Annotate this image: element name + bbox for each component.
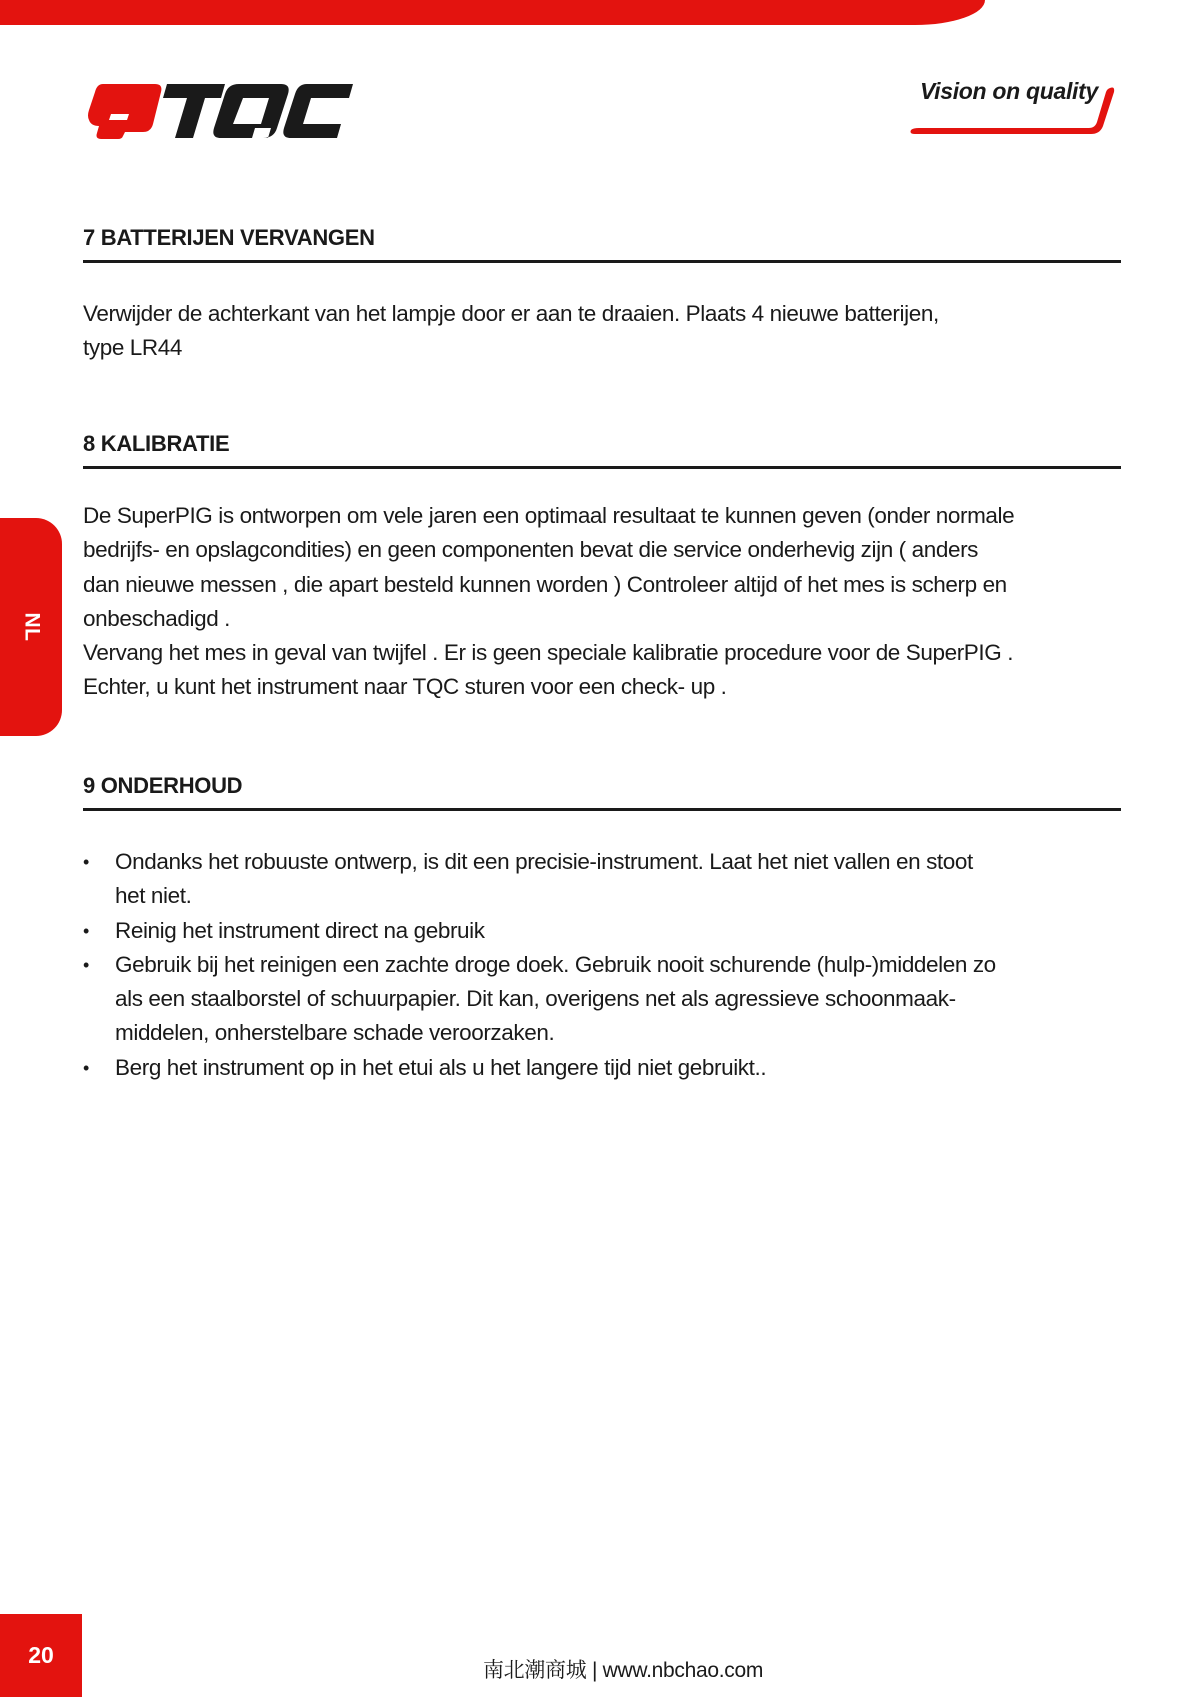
section-maintenance (83, 772, 1121, 1085)
list-item-line: Ondanks het robuuste ontwerp, is dit een precisie-instrument. Laat het niet vallen en stoot (115, 849, 973, 874)
bullet-icon: • (83, 954, 89, 975)
section-body (83, 499, 1121, 705)
section-heading: 7 BATTERIJEN VERVANGEN (83, 225, 375, 250)
body-line: onbeschadigd . (83, 605, 231, 631)
tagline (905, 74, 1120, 140)
page-number: 20 (0, 1614, 82, 1697)
list-item (83, 845, 1121, 914)
bullet-icon: • (83, 920, 89, 941)
body-line: dan nieuwe messen , die apart besteld kunnen worden ) Controleer altijd of het mes is scherp en (83, 571, 1007, 597)
list-item-line: Berg het instrument op in het etui als u het langere tijd niet gebruikt.. (115, 1054, 767, 1080)
body-line: Echter, u kunt het instrument naar TQC sturen voor een check- up . (83, 674, 727, 700)
section-divider (83, 808, 1121, 811)
list-item (83, 948, 1121, 1051)
section-calibration (83, 430, 1121, 705)
list-item-line: het niet. (115, 883, 192, 909)
bullet-icon: • (83, 1057, 89, 1078)
list-item-line: middelen, onherstelbare schade veroorzaken. (115, 1020, 555, 1046)
list-item-line: als een staalborstel of schuurpapier. Dit kan, overigens net als agressieve schoonmaak- (115, 986, 956, 1012)
section-body (83, 297, 1121, 366)
list-item-line: Reinig het instrument direct na gebruik (115, 917, 485, 943)
body-line: De SuperPIG is ontworpen om vele jaren een optimaal resultaat te kunnen geven (onder normale (83, 503, 1015, 528)
language-label: NL (20, 612, 43, 642)
tqc-logo (85, 80, 355, 140)
maintenance-list (83, 845, 1121, 1085)
tagline-text: Vision on quality (919, 78, 1098, 104)
list-item-line: Gebruik bij het reinigen een zachte droge doek. Gebruik nooit schurende (hulp-)middelen zo (115, 951, 996, 977)
language-tab (0, 518, 62, 736)
body-line: Vervang het mes in geval van twijfel . Er is geen speciale kalibratie procedure voor de SuperPIG . (83, 640, 1014, 666)
body-line: Verwijder de achterkant van het lampje door er aan te draaien. Plaats 4 nieuwe batterijen, (83, 301, 939, 326)
list-item (83, 1051, 1121, 1085)
body-line: type LR44 (83, 335, 182, 361)
section-battery-replacement (83, 224, 1121, 366)
list-item (83, 914, 1121, 948)
section-divider (83, 466, 1121, 469)
top-red-bar (0, 0, 985, 25)
section-divider (83, 260, 1121, 263)
section-heading: 8 KALIBRATIE (83, 431, 230, 456)
body-line: bedrijfs- en opslagcondities) en geen componenten bevat die service onderhevig zijn ( anders (83, 537, 979, 563)
footer-text: 南北潮商城 | www.nbchao.com (482, 1659, 764, 1682)
section-heading: 9 ONDERHOUD (83, 773, 243, 798)
bullet-icon: • (83, 852, 89, 872)
